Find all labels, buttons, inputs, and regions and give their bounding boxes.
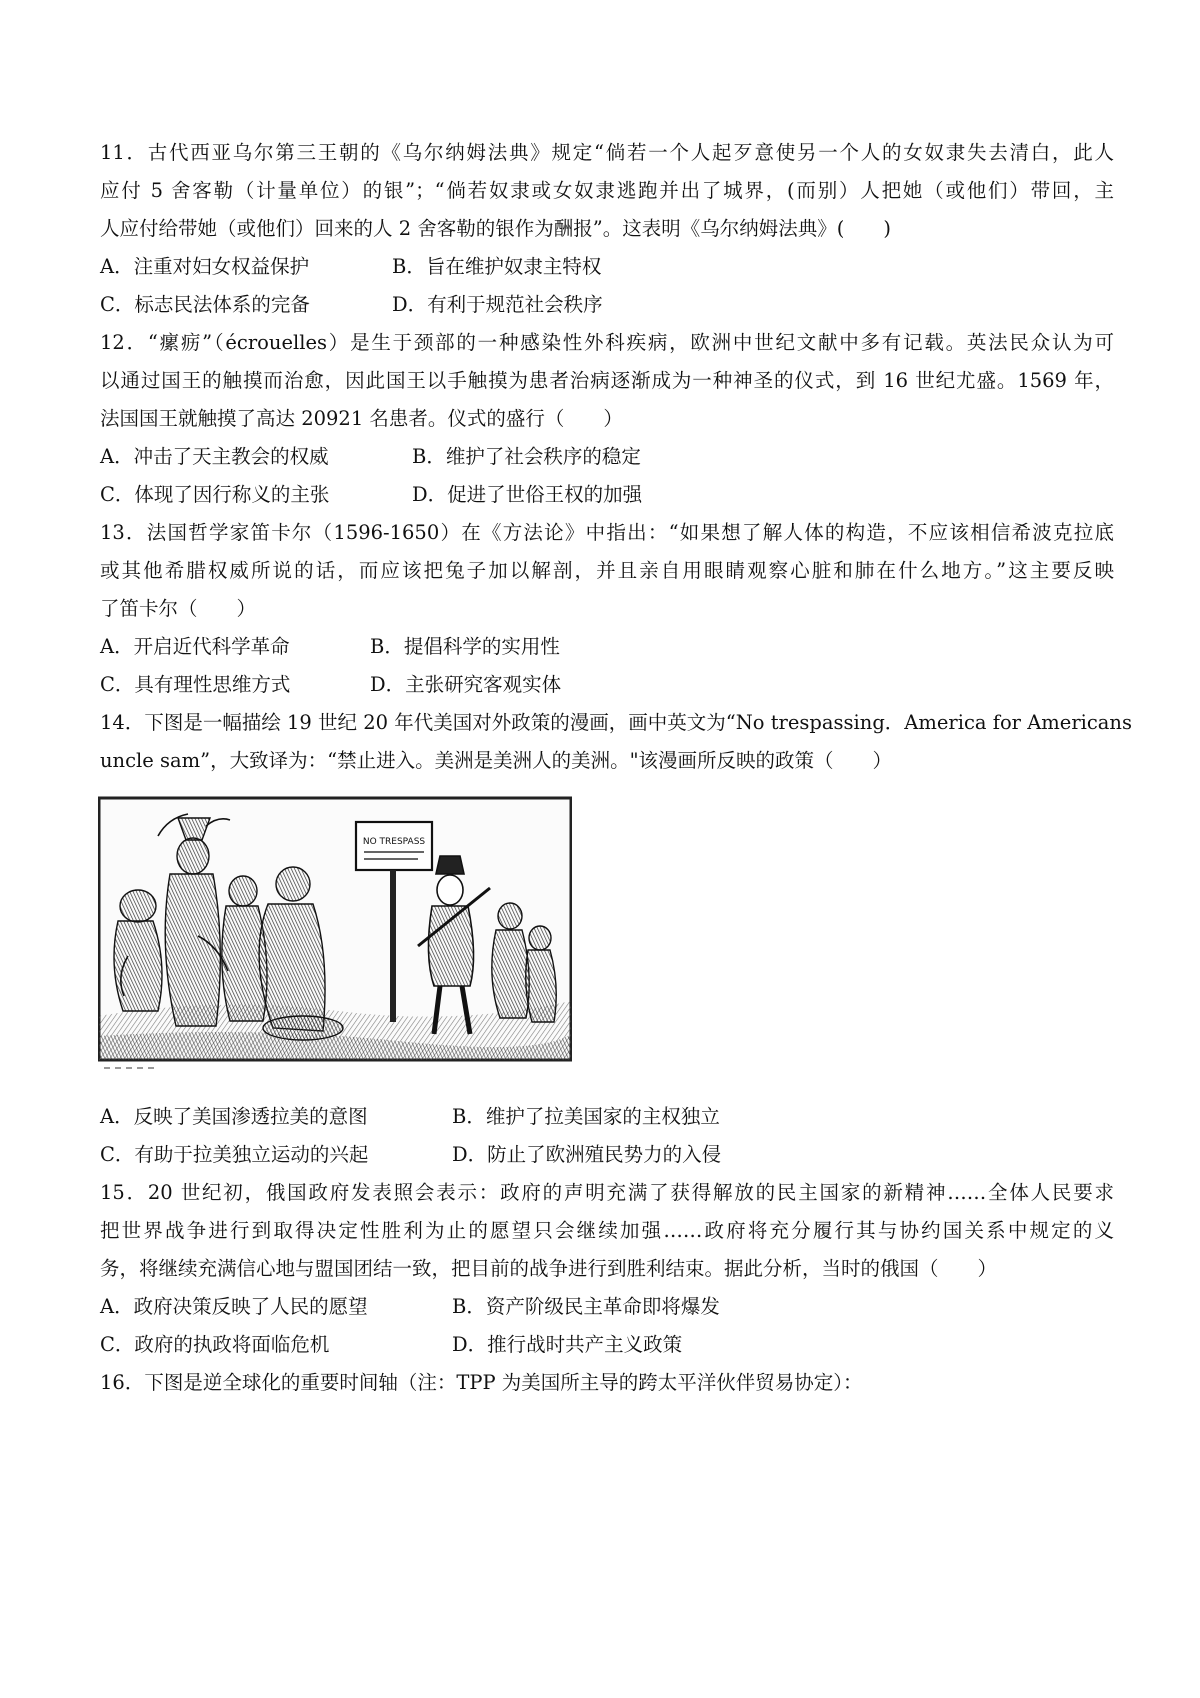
q14-option-d[interactable]: D．防止了欧洲殖民势力的入侵: [452, 1143, 722, 1166]
q13-option-d[interactable]: D．主张研究客观实体: [370, 673, 562, 696]
q13-option-b[interactable]: B．提倡科学的实用性: [370, 635, 560, 658]
q14-stem-line-1: 14．下图是一幅描绘 19 世纪 20 年代美国对外政策的漫画，画中英文为“No trespassing．America for Americans: [100, 711, 1132, 734]
q15-option-b[interactable]: B．资产阶级民主革命即将爆发: [452, 1295, 720, 1318]
q11-option-a[interactable]: A．注重对妇女权益保护: [100, 255, 310, 278]
monroe-doctrine-cartoon: [98, 796, 572, 1074]
q11-stem-line-2: 应付 5 舍客勒（计量单位）的银”；“倘若奴隶或女奴隶逃跑并出了城界，(而别）人把她（或他们）带回，主: [100, 179, 1114, 202]
q16-stem-line-1: 16．下图是逆全球化的重要时间轴（注：TPP 为美国所主导的跨太平洋伙伴贸易协定）：: [100, 1371, 863, 1394]
q15-stem-line-3: 务，将继续充满信心地与盟国团结一致，把目前的战争进行到胜利结束。据此分析，当时的俄国（ ）: [100, 1257, 998, 1280]
q15-option-c[interactable]: C．政府的执政将面临危机: [100, 1333, 330, 1356]
q14-option-a[interactable]: A．反映了美国渗透拉美的意图: [100, 1105, 368, 1128]
q11-stem-line-1: 11．古代西亚乌尔第三王朝的《乌尔纳姆法典》规定“倘若一个人起歹意使另一个人的女奴隶失去清白，此人: [100, 141, 1114, 164]
q11-option-b[interactable]: B．旨在维护奴隶主特权: [392, 255, 602, 278]
sign-text: NO TRESPASS: [362, 837, 426, 847]
q12-option-d[interactable]: D．促进了世俗王权的加强: [412, 483, 643, 506]
q14-stem-line-2: uncle sam”，大致译为：“禁止进入。美洲是美洲人的美洲。"该漫画所反映的政策（ ）: [100, 749, 893, 772]
q11-option-d[interactable]: D．有利于规范社会秩序: [392, 293, 603, 316]
q15-stem-line-1: 15．20 世纪初，俄国政府发表照会表示：政府的声明充满了获得解放的民主国家的新精神……全体人民要求: [100, 1181, 1114, 1204]
q14-option-b[interactable]: B．维护了拉美国家的主权独立: [452, 1105, 720, 1128]
q14-option-c[interactable]: C．有助于拉美独立运动的兴起: [100, 1143, 369, 1166]
q12-option-c[interactable]: C．体现了因行称义的主张: [100, 483, 330, 506]
q12-option-a[interactable]: A．冲击了天主教会的权威: [100, 445, 329, 468]
q13-option-c[interactable]: C．具有理性思维方式: [100, 673, 291, 696]
q11-stem-line-3: 人应付给带她（或他们）回来的人 2 舍客勒的银作为酬报”。这表明《乌尔纳姆法典》( ): [100, 217, 891, 240]
q12-stem-line-1: 12．“瘰疬”（écrouelles）是生于颈部的一种感染性外科疾病，欧洲中世纪文献中多有记载。英法民众认为可: [100, 331, 1114, 354]
q13-stem-line-3: 了笛卡尔（ ）: [100, 597, 257, 620]
q15-option-d[interactable]: D．推行战时共产主义政策: [452, 1333, 683, 1356]
q12-stem-line-3: 法国国王就触摸了高达 20921 名患者。仪式的盛行（ ）: [100, 407, 623, 430]
q12-option-b[interactable]: B．维护了社会秩序的稳定: [412, 445, 641, 468]
q11-option-c[interactable]: C．标志民法体系的完备: [100, 293, 310, 316]
q13-option-a[interactable]: A．开启近代科学革命: [100, 635, 290, 658]
q13-stem-line-1: 13．法国哲学家笛卡尔（1596-1650）在《方法论》中指出：“如果想了解人体的构造，不应该相信希波克拉底: [100, 521, 1114, 544]
q15-option-a[interactable]: A．政府决策反映了人民的愿望: [100, 1295, 368, 1318]
q15-stem-line-2: 把世界战争进行到取得决定性胜利为止的愿望只会继续加强……政府将充分履行其与协约国关系中规定的义: [100, 1219, 1114, 1242]
q12-stem-line-2: 以通过国王的触摸而治愈，因此国王以手触摸为患者治病逐渐成为一种神圣的仪式，到 16 世纪尤盛。1569 年，: [100, 369, 1114, 392]
q13-stem-line-2: 或其他希腊权威所说的话，而应该把兔子加以解剖，并且亲自用眼睛观察心脏和肺在什么地方。”这主要反映: [100, 559, 1114, 582]
